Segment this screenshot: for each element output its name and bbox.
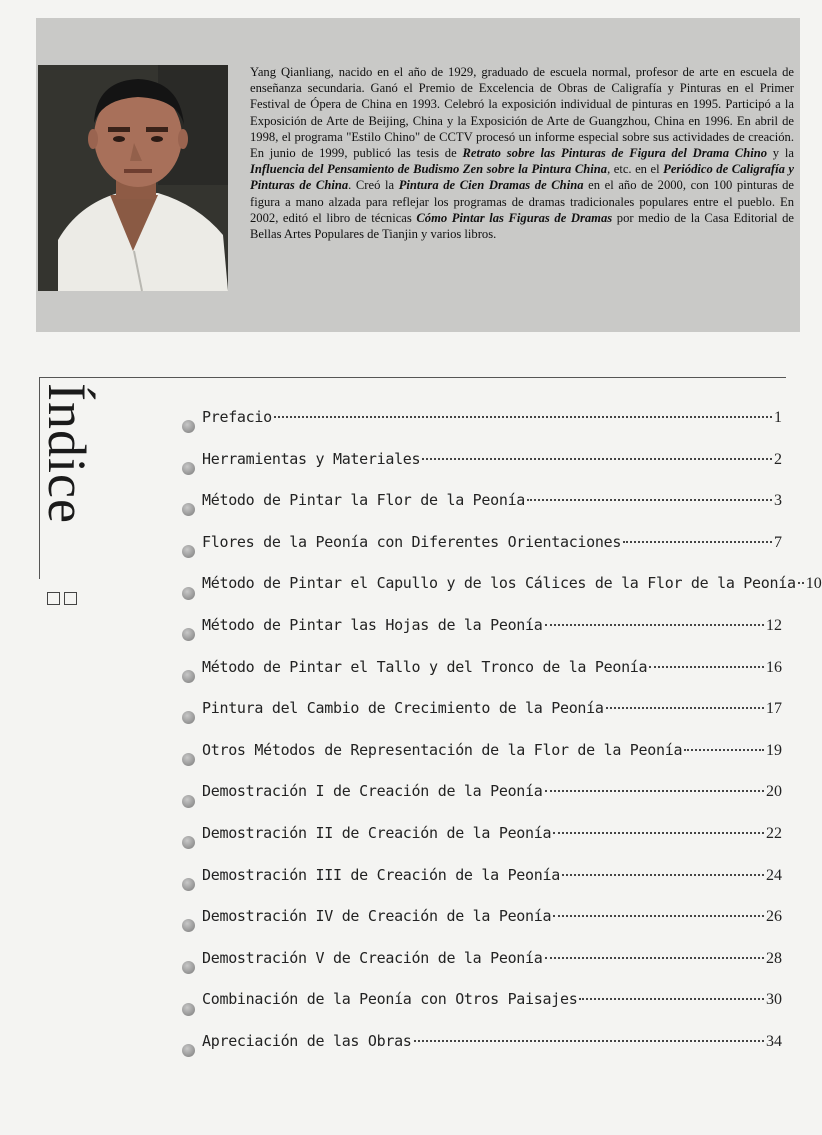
- subtitle-glyph-box: [47, 592, 60, 605]
- toc-item[interactable]: [182, 741, 782, 783]
- toc-item[interactable]: [182, 574, 822, 616]
- bullet-icon: [182, 961, 195, 974]
- toc-item[interactable]: [182, 533, 782, 575]
- toc-item[interactable]: [182, 824, 782, 866]
- toc-item-page: 19: [766, 741, 782, 759]
- toc-leader-dots: [553, 915, 764, 917]
- toc-item-title: Combinación de la Peonía con Otros Paisajes: [202, 990, 578, 1009]
- toc-item[interactable]: [182, 450, 782, 492]
- bullet-icon: [182, 462, 195, 475]
- bullet-icon: [182, 1003, 195, 1016]
- toc-item-title: Pintura del Cambio de Crecimiento de la Peonía: [202, 699, 604, 718]
- author-portrait-image: [38, 65, 228, 291]
- author-bio-text: Yang Qianliang, nacido en el año de 1929, graduado de escuela normal, profesor de arte en escuela de enseñanza secundaria. Ganó el Premio de Excelencia de Obras de Caligrafía y Pinturas en el Primer Festival de Ópera de China en 1993. Celebró la exposición individual de pinturas en 1995. Participó a la Exposición de Arte de Beijing, China y la Exposición de Arte de Guangzhou, China en 1996. En abril de 1998, el programa "Estilo Chino" de CCTV procesó un informe especial sobre sus actividades de creación. En junio de 1999, publicó las tesis de Retrato sobre las Pinturas de Figura del Drama Chino y la Influencia del Pensamiento de Budismo Zen sobre la Pintura China, etc. en el Periódico de Caligrafía y Pinturas de China. Creó la Pintura de Cien Dramas de China en el año de 2000, con 100 pinturas de figura a mano alzada para reflejar los programas de dramas tradicionales populares entre el pueblo. En 2002, editó el libro de técnicas Cómo Pintar las Figuras de Dramas por medio de la Casa Editorial de Bellas Artes Populares de Tianjin y varios libros.: [250, 65, 795, 242]
- toc-item-title: Demostración I de Creación de la Peonía: [202, 782, 543, 801]
- bullet-icon: [182, 587, 195, 600]
- toc-leader-dots: [606, 707, 764, 709]
- toc-item-page: 7: [774, 533, 782, 551]
- bullet-icon: [182, 503, 195, 516]
- portrait-icon: [38, 65, 228, 291]
- bullet-icon: [182, 711, 195, 724]
- toc-item-title: Flores de la Peonía con Diferentes Orientaciones: [202, 532, 622, 551]
- toc-item[interactable]: [182, 408, 782, 450]
- toc-item-title: Prefacio: [202, 408, 272, 426]
- toc-item-page: 28: [766, 949, 782, 967]
- toc-item[interactable]: [182, 782, 782, 824]
- bullet-icon: [182, 420, 195, 433]
- toc-item-page: 1: [774, 409, 782, 426]
- bullet-icon: [182, 878, 195, 891]
- toc-leader-dots: [649, 666, 764, 668]
- toc-item[interactable]: [182, 616, 782, 658]
- toc-leader-dots: [545, 957, 764, 959]
- toc-item-page: 16: [766, 658, 782, 676]
- toc-leader-dots: [623, 541, 772, 543]
- toc-item-page: 20: [766, 783, 782, 801]
- bullet-icon: [182, 919, 195, 932]
- toc-item[interactable]: [182, 491, 782, 533]
- toc-item[interactable]: [182, 699, 782, 741]
- toc-item-title: Método de Pintar el Tallo y del Tronco de la Peonía: [202, 657, 648, 676]
- toc-leader-dots: [579, 998, 764, 1000]
- bullet-icon: [182, 753, 195, 766]
- toc-item[interactable]: [182, 949, 782, 991]
- toc-leader-dots: [562, 874, 764, 876]
- toc-item-title: Método de Pintar las Hojas de la Peonía: [202, 615, 543, 634]
- index-title: Índice: [37, 383, 97, 524]
- bullet-icon: [182, 628, 195, 641]
- toc-item-page: 12: [766, 616, 782, 634]
- bullet-icon: [182, 545, 195, 558]
- toc-item[interactable]: [182, 1032, 782, 1074]
- author-bio-panel: [36, 18, 800, 332]
- toc-leader-dots: [422, 458, 772, 460]
- toc-leader-dots: [798, 582, 804, 584]
- toc-item[interactable]: [182, 658, 782, 700]
- bullet-icon: [182, 1044, 195, 1057]
- toc-item-page: 10: [805, 575, 822, 593]
- toc-item-title: Demostración III de Creación de la Peonía: [202, 865, 560, 884]
- toc-item-title: Método de Pintar el Capullo y de los Cálices de la Flor de la Peonía: [202, 574, 796, 593]
- index-subtitle: [47, 592, 77, 605]
- subtitle-glyph-box: [64, 592, 77, 605]
- toc-item-page: 3: [774, 492, 782, 510]
- toc-item-title: Demostración IV de Creación de la Peonía: [202, 907, 552, 926]
- toc-item-title: Apreciación de las Obras: [202, 1031, 412, 1050]
- toc-item[interactable]: [182, 866, 782, 908]
- toc-item-page: 34: [766, 1032, 782, 1050]
- index-frame-top-line: [39, 377, 786, 378]
- toc-item-page: 24: [766, 866, 782, 884]
- toc-leader-dots: [527, 499, 772, 501]
- toc-item-title: Método de Pintar la Flor de la Peonía: [202, 491, 526, 510]
- toc-leader-dots: [545, 624, 764, 626]
- toc-item[interactable]: [182, 990, 782, 1032]
- toc-leader-dots: [274, 416, 772, 418]
- toc-item[interactable]: [182, 907, 782, 949]
- toc-item-page: 22: [766, 824, 782, 842]
- toc-leader-dots: [553, 832, 764, 834]
- toc-item-title: Otros Métodos de Representación de la Flor de la Peonía: [202, 740, 683, 759]
- toc-item-page: 26: [766, 908, 782, 926]
- toc-item-title: Demostración V de Creación de la Peonía: [202, 948, 543, 967]
- toc-leader-dots: [684, 749, 764, 751]
- toc-item-page: 17: [766, 700, 782, 718]
- toc-item-page: 2: [774, 450, 782, 468]
- toc-item-title: Demostración II de Creación de la Peonía: [202, 823, 552, 842]
- bullet-icon: [182, 795, 195, 808]
- toc-leader-dots: [545, 790, 764, 792]
- toc-leader-dots: [414, 1040, 764, 1042]
- bullet-icon: [182, 836, 195, 849]
- toc-item-title: Herramientas y Materiales: [202, 449, 421, 468]
- toc-item-page: 30: [766, 991, 782, 1009]
- bullet-icon: [182, 670, 195, 683]
- table-of-contents: [182, 408, 822, 1074]
